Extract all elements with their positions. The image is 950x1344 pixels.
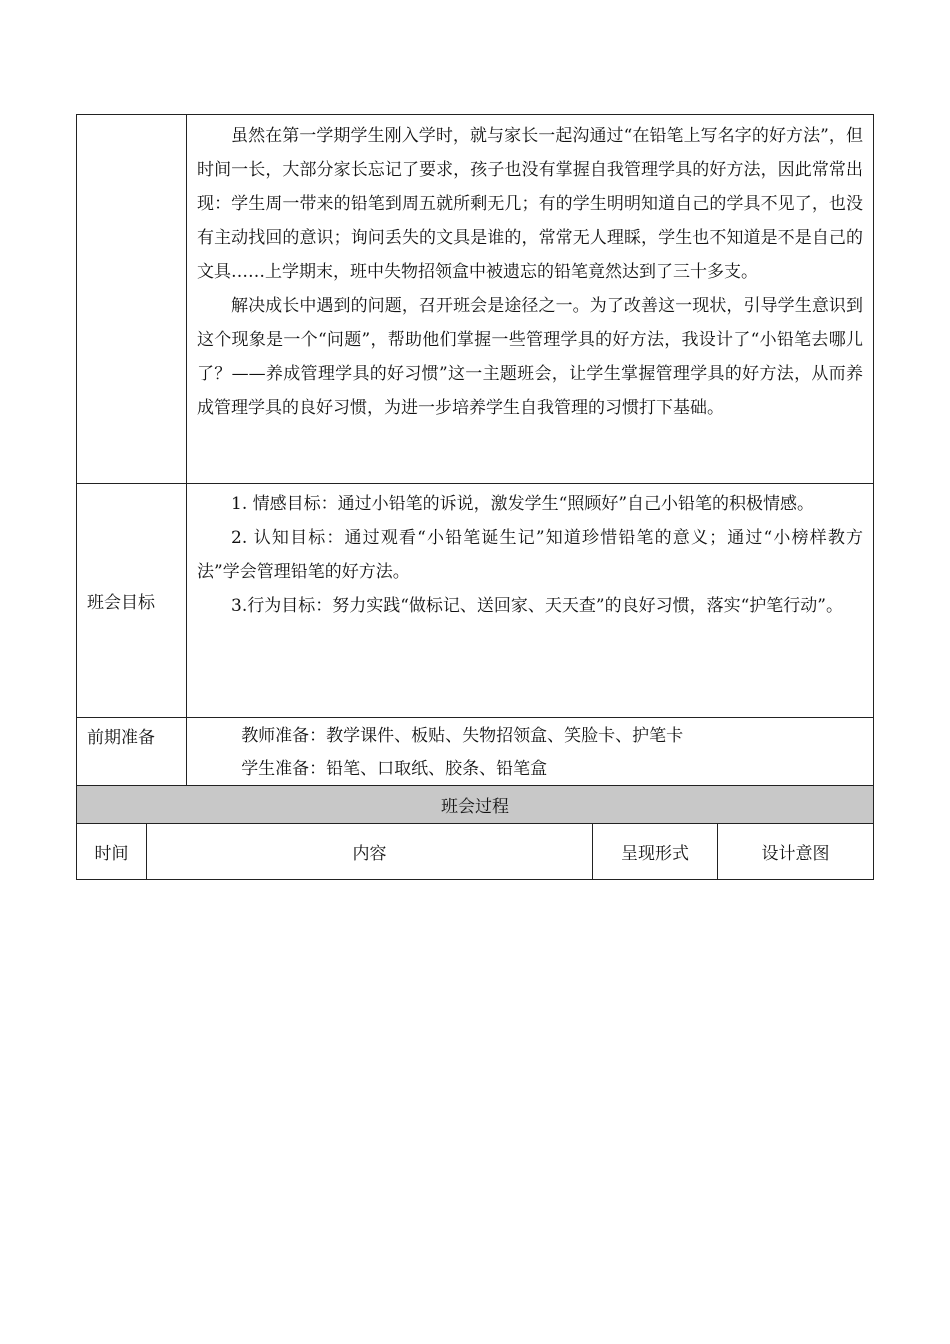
background-label-cell — [77, 115, 187, 483]
column-header-content: 内容 — [147, 824, 593, 879]
column-header-intent: 设计意图 — [761, 844, 830, 864]
preparation-row — [76, 718, 874, 786]
goals-content-cell — [187, 484, 873, 629]
background-content-cell — [187, 115, 873, 431]
process-title: 班会过程 — [441, 797, 509, 817]
goal-item: 1. 情感目标：通过小铅笔的诉说，激发学生“照顾好”自己小铅笔的积极情感。 — [231, 494, 815, 514]
process-header-row — [76, 824, 874, 880]
background-paragraph: 解决成长中遇到的问题，召开班会是途径之一。为了改善这一现状，引导学生意识到这个现象是一个“问题”，帮助他们掌握一些管理学具的好方法，我设计了“小铅笔去哪儿了？——养成管理学具的好习惯”这一主题班会，让学生掌握管理学具的好方法，从而养成管理学具的良好习惯，为进一步培养学生自我管理的习惯打下基础。 — [197, 296, 863, 418]
column-header-time: 时间 — [77, 824, 147, 879]
preparation-label: 前期准备 — [77, 718, 187, 785]
goals-row — [76, 484, 874, 718]
lesson-plan-table — [76, 114, 874, 880]
background-row — [76, 114, 874, 484]
goal-item: 3.行为目标：努力实践“做标记、送回家、天天查”的良好习惯，落实“护笔行动”。 — [231, 596, 843, 616]
process-title-row — [76, 786, 874, 824]
goal-item: 2. 认知目标：通过观看“小铅笔诞生记”知道珍惜铅笔的意义；通过“小榜样教方法”学会管理铅笔的好方法。 — [197, 528, 863, 582]
column-header-form: 呈现形式 — [593, 824, 718, 879]
background-paragraph: 虽然在第一学期学生刚入学时，就与家长一起沟通过“在铅笔上写名字的好方法”，但时间一长，大部分家长忘记了要求，孩子也没有掌握自我管理学具的好方法，因此常常出现：学生周一带来的铅笔到周五就所剩无几；有的学生明明知道自己的学具不见了，也没有主动找回的意识；询问丢失的文具是谁的，常常无人理睬，学生也不知道是不是自己的文具……上学期末，班中失物招领盒中被遗忘的铅笔竟然达到了三十多支。 — [197, 126, 863, 282]
goals-label: 班会目标 — [77, 484, 187, 717]
teacher-preparation: 教师准备：教学课件、板贴、失物招领盒、笑脸卡、护笔卡 — [241, 726, 684, 746]
preparation-content-cell — [187, 718, 873, 792]
student-preparation: 学生准备：铅笔、口取纸、胶条、铅笔盒 — [241, 759, 548, 779]
